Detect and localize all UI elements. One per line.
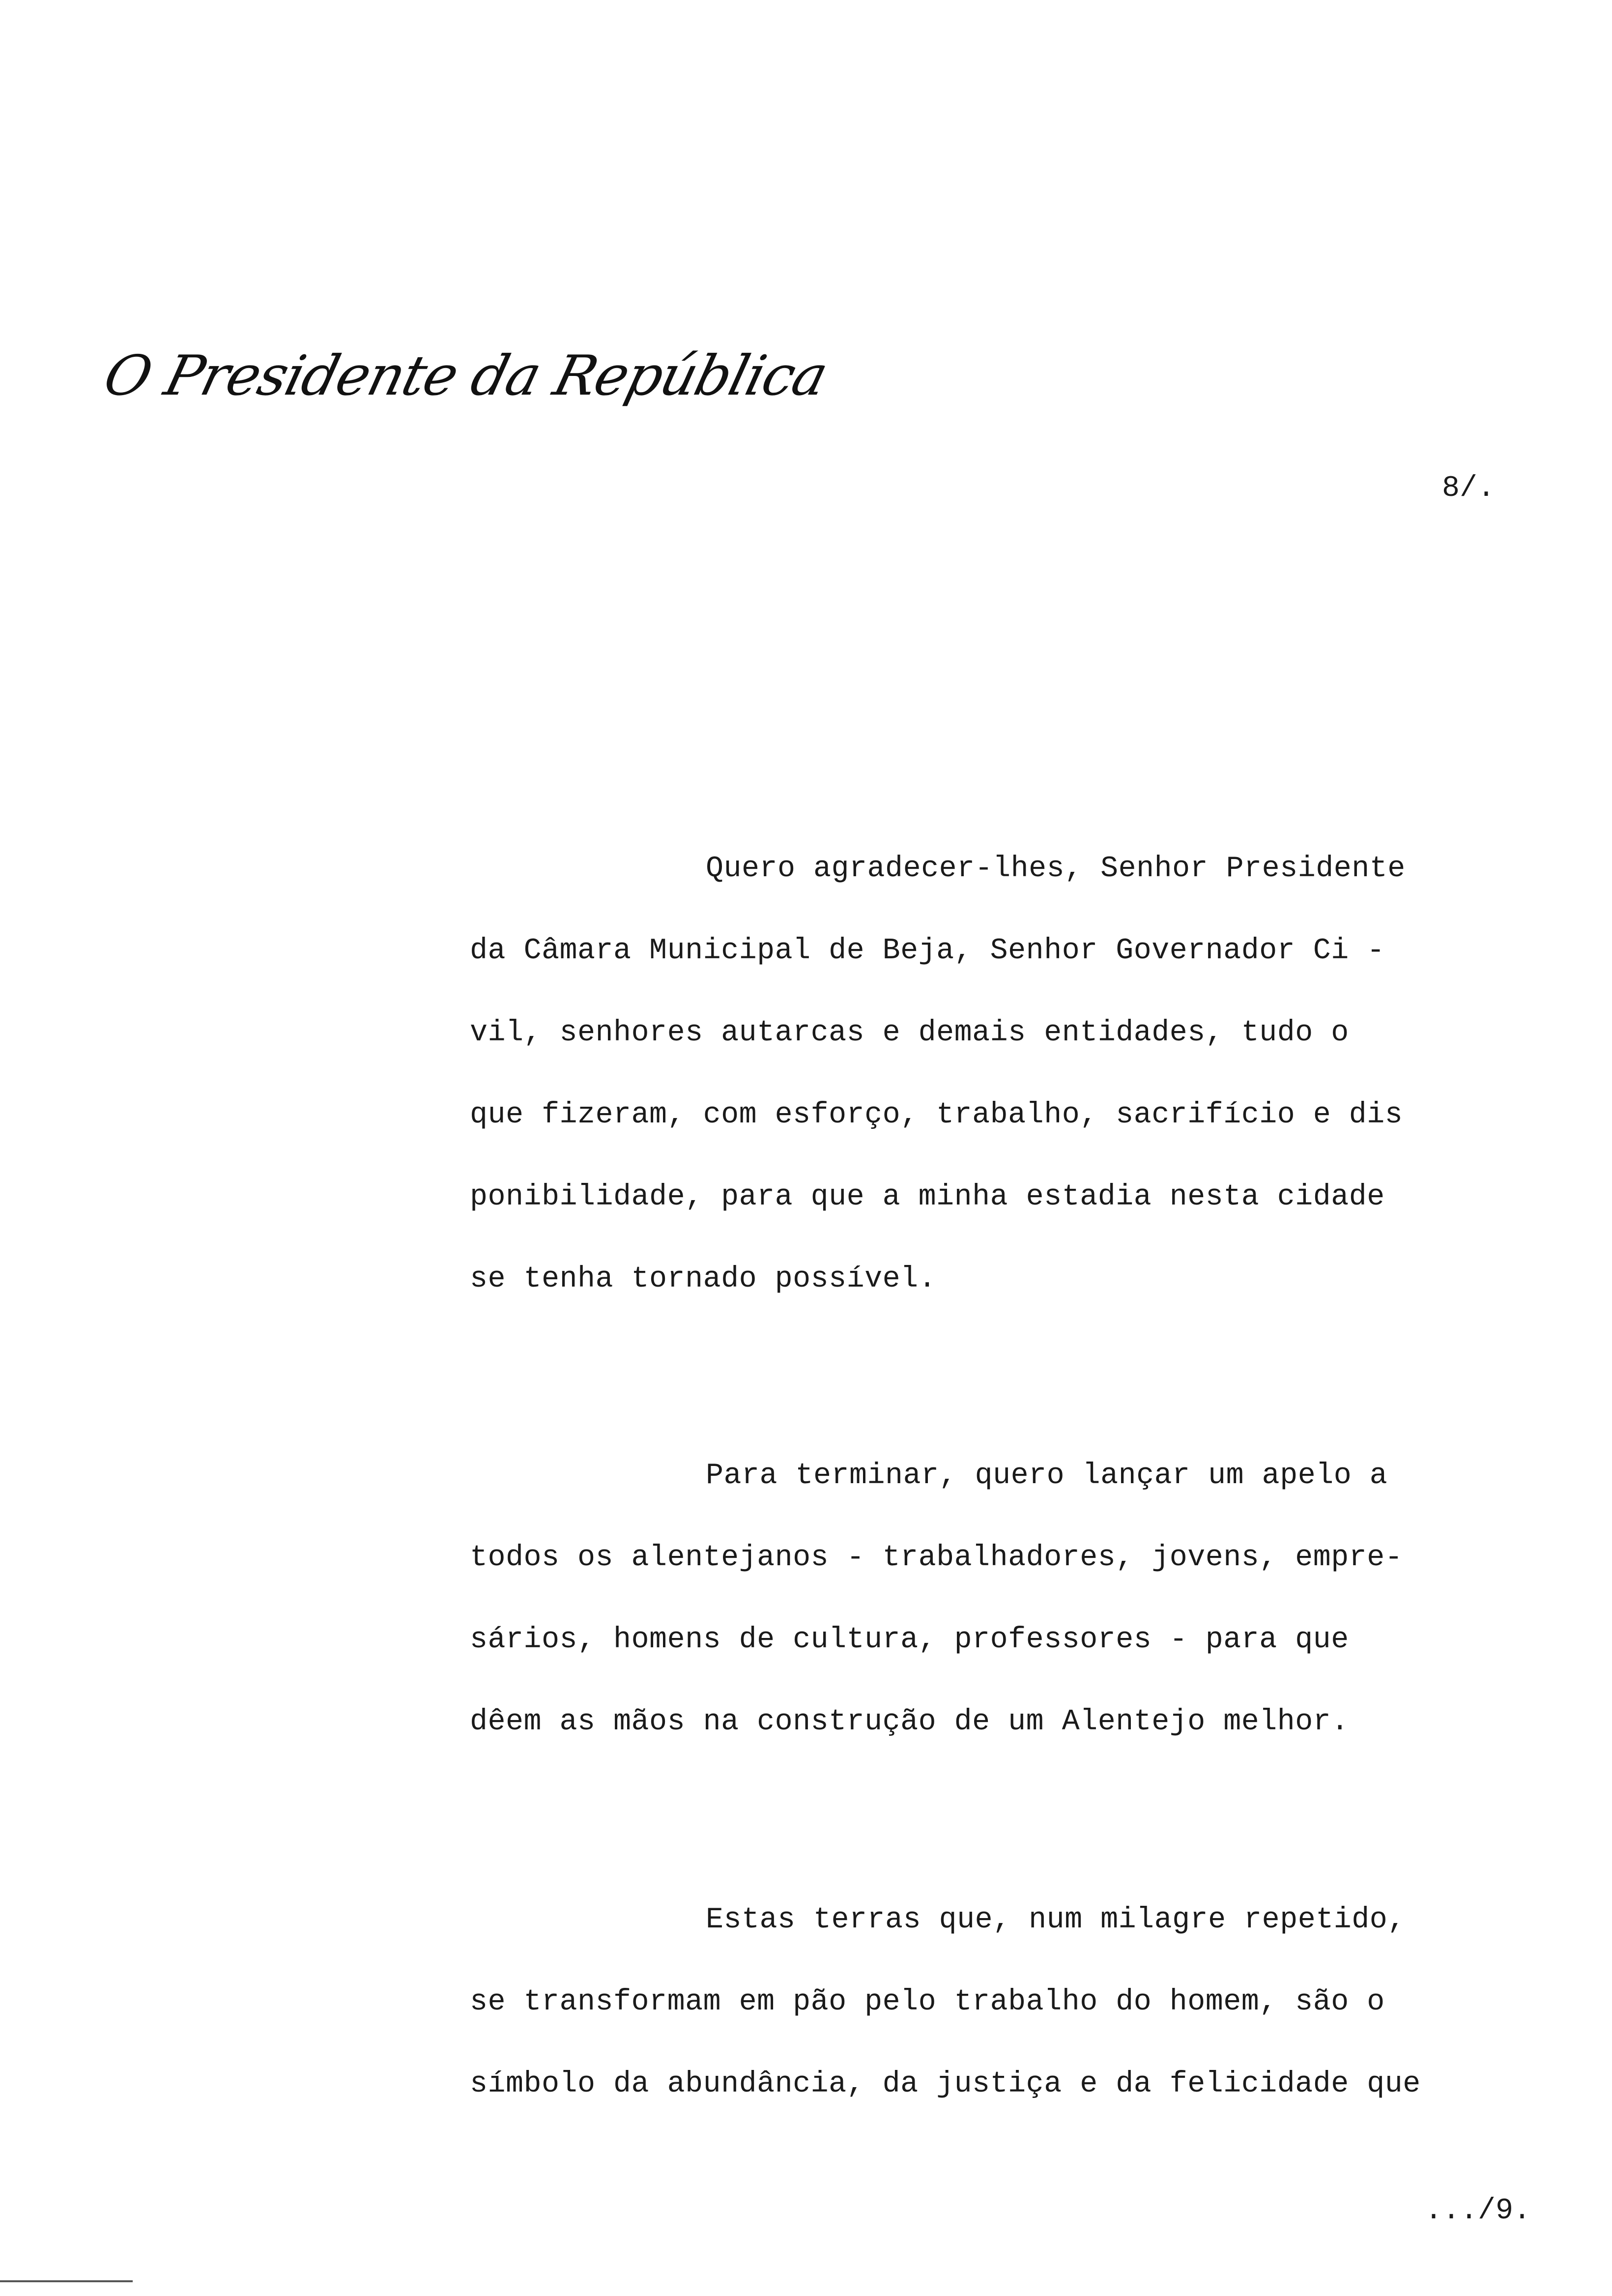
paragraph-2-line-3: sários, homens de cultura, professores - para que xyxy=(470,1623,1349,1657)
paragraph-3-line-3: símbolo da abundância, da justiça e da felicidade que xyxy=(470,2067,1421,2101)
scan-edge-mark xyxy=(0,2280,133,2282)
continuation-marker: .../9. xyxy=(1424,2194,1531,2228)
paragraph-2-line-1: Para terminar, quero lançar um apelo a xyxy=(706,1459,1388,1492)
paragraph-1-line-2: da Câmara Municipal de Beja, Senhor Governador Ci - xyxy=(470,934,1385,968)
paragraph-3-line-2: se transformam em pão pelo trabalho do homem, são o xyxy=(470,1985,1385,2019)
paragraph-1-line-4: que fizeram, com esforço, trabalho, sacrifício e dis xyxy=(470,1098,1403,1132)
paragraph-2-line-2: todos os alentejanos - trabalhadores, jovens, empre- xyxy=(470,1541,1403,1575)
paragraph-1-line-5: ponibilidade, para que a minha estadia nesta cidade xyxy=(470,1180,1385,1214)
page-number: 8/. xyxy=(1441,472,1495,505)
paragraph-1-line-3: vil, senhores autarcas e demais entidades, tudo o xyxy=(470,1016,1349,1050)
paragraph-1-line-6: se tenha tornado possível. xyxy=(470,1263,937,1296)
paragraph-1-line-1: Quero agradecer-lhes, Senhor Presidente xyxy=(706,852,1406,886)
paragraph-2-line-4: dêem as mãos na construção de um Alentejo melhor. xyxy=(470,1705,1349,1739)
paragraph-3-line-1: Estas terras que, num milagre repetido, xyxy=(706,1903,1406,1937)
letterhead: O Presidente da República xyxy=(97,344,834,408)
